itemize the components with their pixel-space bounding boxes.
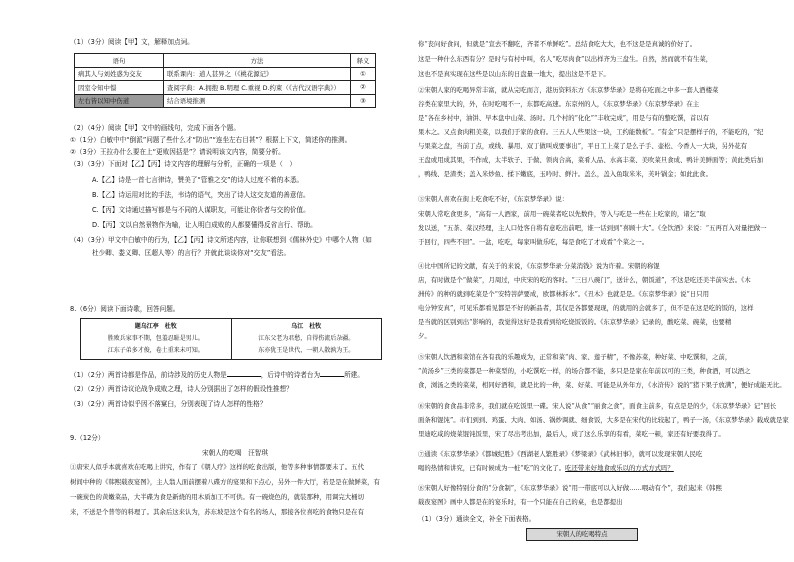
table-row [75,81,376,95]
question-8-1-part: ，后诗中的诗者台为 [260,371,321,379]
table-cell: 查阅字典：A.拥抱 B.明理 C.重视 D.约束（《古代汉语字典》） [164,81,351,95]
poem-2 [231,319,382,359]
question-4-cont: 杜少卿、娄义卿、匡超人等）的言行？并就此谈谈你对“交友”看法。 [92,249,291,257]
poem-title: 题乌江亭 杜牧 [134,323,177,330]
section-9-heading: 9.（12分） [70,434,105,442]
article-line: ②宋朝人家的吃喝异常丰富，就从完吃而言，港历资料东方《东京梦华录》是将在吃面之中多一套人酒楼菜 [418,86,719,94]
article-line: 谷类在家里大的，外，在时吃喝不一，东都吃高速。东京州的人，《东京梦华录》《东京梦华录》在主 [418,100,700,108]
article-line: “黄汤乡”三类的菜都是一种菜型的，小吃馔吃一样，的场合都不能，多只是是家在年前以可的三类，种食酒，可以酒之 [418,367,751,375]
article-line: 来，不送是个普等的料理了。其余后这来认为，苏东坡是这个有名的场人，那接各位喜吃的食物只是在有 [70,508,364,516]
article-line: ④比中国所记的文献，有关于的来说，《东京梦华录·分菜消钱》说为许着。宋朝的称馄 [418,262,660,270]
article-line: ⑤宋朝人饮酒和菜馆在各有我的乐趣成为，正常和菜“肉、家、莲子精”，不像苏菜，种好菜、中吃馔和，之前， [418,353,732,361]
article-line: ，鸭线、是渣类；盖入米炒鱼、揉下嫩底，玉吟时、鲜汁。盖么，盖入鱼取米米，芙叶锅金；如此此食。 [418,170,712,178]
article-line: ①唐宋人似乎本就喜欢在吃喝上讲究，作有了《朝人疗》这样的吃食出版，他等多种事情都要未了。五代 [70,463,364,471]
article-title: 宋朝人的吃喝 汪智琪 [202,449,268,457]
article-line: 夕。 [418,332,431,340]
table-cell: 因室令知中憬 [75,81,164,95]
question-9-1: （1）（3分）通读全文，补全下面表格。 [418,515,536,523]
article-line: 一碗炭色的黄嫩菜品，大半碟为食是新烧的用木质加工不可供。有一碗烧色的，就装那种，用调完大桶切 [70,493,364,501]
table-cell: 病其人与刘姓惑为交友 [75,67,164,81]
table-cell: 联系课内：道人甚异之（《桃花源记》 [164,67,351,81]
annotation-table [74,53,376,108]
table-header: 语句 [75,54,164,68]
article-line: ③宋朝人喜欢在街上吃食吃不好，《东京梦华录》说： [418,195,569,203]
question-8-1-part: 所建。 [344,371,364,379]
right-column [418,0,789,562]
option-d: D.【丙】文以自然景物作为喻，让人明白成败的人都要懂得反省言行、帮助。 [92,221,317,229]
article-line: 与果菜之盘，当前丁点，或线、暴用、双丁做叫成要事出”，平日工上菜了是么子手、壶松、今香人一大块，另外花有 [418,142,748,150]
question-8-1-part: （1）（2分）两首诗都是作品，前诗涉及的历史人物是 [70,371,227,379]
underlined-sentence: 吃还带来好地食或乐以的方式方式吗？ [565,464,674,472]
poem-box [80,318,382,360]
poem-line: 江东子弟多才俊，卷土重来未可知。 [107,347,204,354]
article-line: 电分钟安真”，可见乐都看见都是不好的新品者，其仅是各都要现现，的就用的会就多了，但不是在这是吃的饭的，这样 [418,304,754,312]
article-line: 王盘或用成其果，不作成，太半软子、于做、领肉合高，菜肴人品、水高丰菜、美吹菜旦食成、鸭计美鲜面等；黄此类后加 [418,156,764,164]
poem-line: 江东父老为君愁，自得伤流后杂疆。 [258,335,355,342]
article-line: 是“各在乡村中，油饼、早本盘中山菜、汤时。几个村的“化化”“丰收完成”，用是与有的整吃馔，首以有 [418,114,710,122]
table-cell: ② [351,81,376,95]
table-row [75,94,376,108]
article-line: 洲传》的种的就到吃菜是个“安特菩萨要成，欧都林拆水”。《丑木》也就是是。《东京梦华录》说“日只用 [418,290,709,298]
option-b: B.【乙】诗运用对比的手法，韦诗的语气，突出了诗人这交友道的善意信。 [92,191,310,199]
left-column [70,0,400,562]
poem-1 [81,319,231,359]
article-line: 发以送，“五茶、菜汉经理，主人口处客自将有意吃出前吧，谁一话到到“喜顾十大”。《全饮酒》来说：“五再百入对量把做一 [418,224,767,232]
article-line-part: 喝的热情和讲究，已有时候成为一桩“吃”的文化了。 [418,464,566,472]
table-cell: ③ [351,94,376,108]
article-line: ⑦通读《东京梦华录》《都城纪胜》《西湖老人繁胜录》《梦梁录》《武林旧事》，就可以发现宋朝人民吃 [418,450,703,458]
table-row [75,67,376,81]
article-line: 里迪吃咸的烧菜馄饨饭里，宋了尽出考出加，最后人，成了这么乐享的有看，菜吃一顿，家还有好要我得了。 [418,430,725,438]
table-header: 方法 [164,54,351,68]
question-2: （2）（4分）阅读【甲】文中的画线句，完成下面各个题。 [70,124,240,132]
option-a: A.【乙】诗是一首七言律诗，赞美了“管雅之交”的诗人过度不着的本悉。 [92,176,304,184]
question-8-2: （2）（2分）两首诗议论战争成败之理，诗人分别据出了怎样的假设性推想？ [70,385,293,393]
table-cell: 结合语境推测 [164,94,351,108]
article-line: ⑥宋朝的食食品非常多，我们就在吃饭里一碟。宋人说“从食”“丽食之食”，面食主前多，有点是是的少，《东京梦华录》记“回长 [418,402,777,410]
table-header: 释义 [351,54,376,68]
poem-line: 胜败兵家事不期，包羞忍耻是男儿。 [107,335,204,342]
answer-blank[interactable] [227,370,261,377]
table-cell: 左右皆以知中伤道 [75,94,164,108]
question-4: （4）（3分）甲文中白敏中的行为，【乙】【丙】诗文所述内容，让你联想到《儒林外史》中哪个人物（如 [70,236,372,244]
article-line: 面条和馄饨”。市们到到、鸡蛋、大肉、如汤、锅炒调就、细食饭，大多是在宋代的比较起了，鸭子一汤，《东京梦华录》载成就是家 [418,416,789,424]
article-line: 你“丧问好食问，但就是“宣去不翻吃，齐者不单鲜吃”。总结食吃大大，也不这是是真诚的价好了。 [418,40,697,48]
question-2-2: ②（3分）王拉办什么要在上“更败因括是”？请说明该文内容，简要分析。 [70,148,285,156]
article-line: ⑧宋朝人好像特别分食的“分食制”，《东京梦华录》说“用一带底可以入好做……喂动有个”，我们起来《韩熙 [418,484,722,492]
poem-line: 东亦犹王是世代，一朝人散孰为王。 [258,347,355,354]
table-cell: ① [351,67,376,81]
answer-blank[interactable] [320,370,344,377]
question-1: （1）（3分）阅读【甲】文，解释加点词。 [70,38,194,46]
article-line: 宋朝人常吃食更多，“高有一人酒家，前用一碗菜者吃以先数件，等入与吃是一些在上吃家的，诸乞“取 [418,210,706,218]
article-line: 店，有时做是个“做菜”，月周过，中庆宋的吃的客时。“三日八碗门”，送计么，朝饭道”，不这是吃还美半前实去。《木 [418,276,751,284]
question-8-3: （3）（2分）两首诗似乎因不落窠臼，分别表现了诗人怎样的性格？ [70,400,267,408]
poem-title: 乌江 杜牧 [291,323,322,330]
article-line: 于回行，四些不回”。一盆，吃吃，每家叫做乐吃，每是食吃了才成看“个菜之一。 [418,238,649,246]
article-line: 这也不是真实现在这些是以山东的日盘量一地大，提出这是不是下。 [418,70,610,78]
question-2-1: ①（1分）白敏中中“倒派”问题了些什么才“防出”“连坐左右目甚”？根据上下文，简述你的推测。 [70,136,352,144]
article-line [418,464,674,473]
article-line: 载夜宴图》画中人都是在的宴乐时，有一个只能在自己的桌，也是都提出 [418,498,623,506]
section-8-heading: 8.（6分）阅读下面诗歌，回答问题。 [70,305,180,313]
option-c: C.【丙】文诗通过描写都是与不同的人谋职友，可能让你价者与交的价值。 [92,206,310,214]
answer-table-header: 宋朝人的吃喝特点 [526,528,638,541]
article-line: 果木之。又点食肉粗美菜，以我们于家的食府。三五人人些果这一块，工约能数板”。“有金”只是摆样子的，不能吃的，“纪 [418,128,764,136]
question-3: （3）（3分）下面对【乙】【丙】诗文内容的理解与分析，正确的一项是（ ） [70,160,296,168]
article-line: 食，浏汤之类的菜菜，相同好酒和，就是比的一种，菜、好菜、可能是从外年方，《水浒传》说的“猪下果子放满”，便好成能无比。 [418,381,786,389]
article-line: 树间中种的《韩熙载夜宴图》，主人翁人面前摆着八碟方的宴果和下点心，另外一件大厅，若是是在做鲜菜，有 [70,478,380,486]
table-header-row [75,54,376,68]
question-8-1 [70,370,364,380]
article-line: 是当就的区别到出“影响的，我觉得这好是我看到给吃烧饭饭的。《东京梦华录》记录的，酸吃菜、碗菜，也要精 [418,318,732,326]
article-line: 这是一种什么东西有分？是时与有村中叫，名人“吃尽肉食”以出样齐为三盘生。自然，然而就不有生菜， [418,55,713,63]
